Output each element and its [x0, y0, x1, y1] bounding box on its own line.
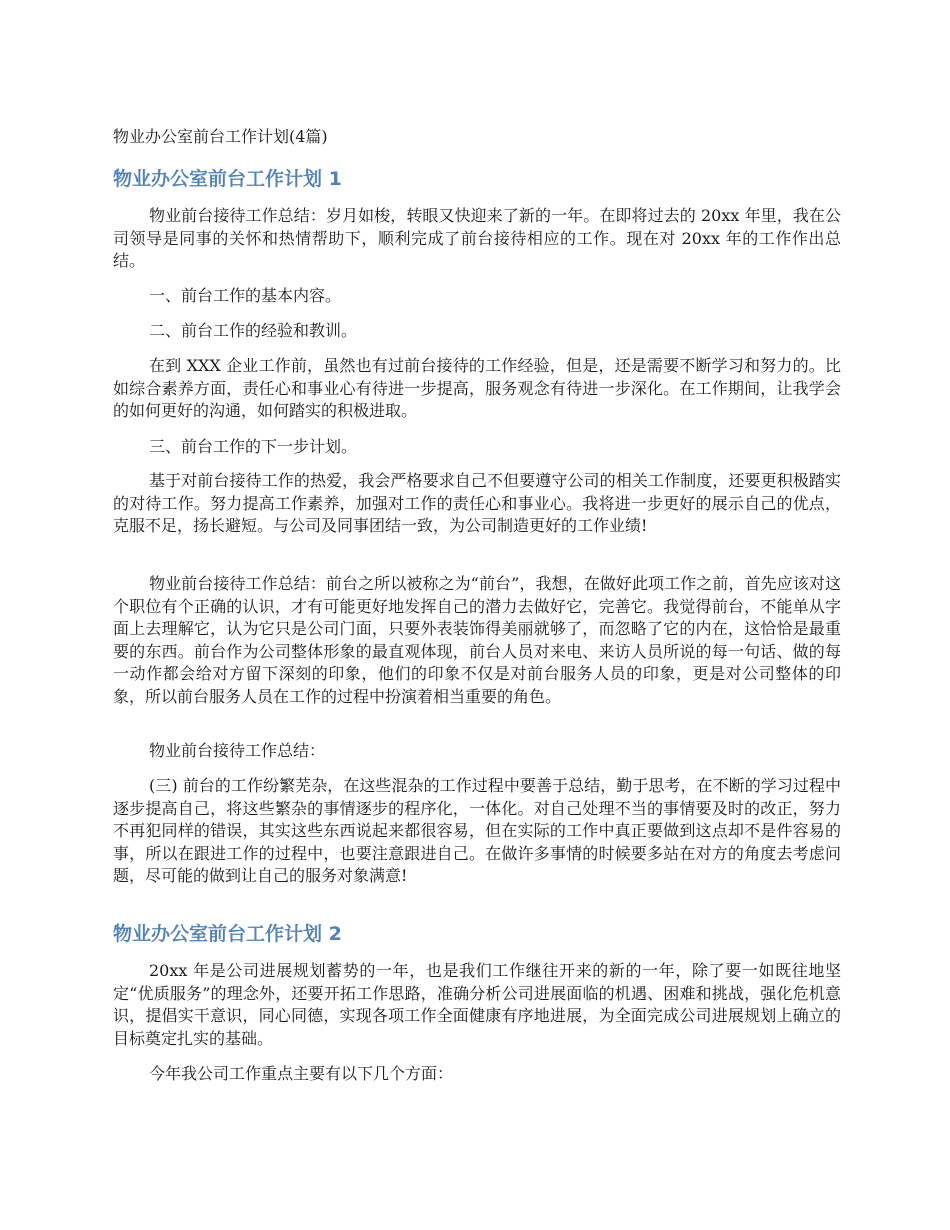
- paragraph: 三、前台工作的下一步计划。: [149, 437, 358, 456]
- paragraph: 二、前台工作的经验和教训。: [149, 321, 358, 340]
- section-heading-1: 物业办公室前台工作计划 1: [113, 168, 342, 190]
- paragraph: 物业前台接待工作总结：: [149, 741, 326, 760]
- paragraph: 今年我公司工作重点主要有以下几个方面：: [149, 1064, 454, 1083]
- paragraph: 一、前台工作的基本内容。: [149, 286, 342, 305]
- paragraph: 在到 XXX 企业工作前，虽然也有过前台接待的工作经验，但是，还是需要不断学习和努力的。比如综合素养方面，责任心和事业心有待进一步提高，服务观念有待进一步深化。在工作期间，让我学会的如何更好的沟通，如何踏实的积极进取。: [113, 356, 841, 420]
- document-title: 物业办公室前台工作计划(4篇): [113, 127, 328, 146]
- paragraph: (三) 前台的工作纷繁芜杂，在这些混杂的工作过程中要善于总结，勤于思考，在不断的学习过程中逐步提高自己，将这些繁杂的事情逐步的程序化，一体化。对自己处理不当的事情要及时的改正，努力不再犯同样的错误，其实这些东西说起来都很容易，但在实际的工作中真正要做到这点却不是件容易的事，所以在跟进工作的过程中，也要注意跟进自己。在做许多事情的时候要多站在对方的角度去考虑问题，尽可能的做到让自己的服务对象满意!: [113, 776, 841, 885]
- paragraph: 物业前台接待工作总结：岁月如梭，转眼又快迎来了新的一年。在即将过去的 20xx 年里，我在公司领导是同事的关怀和热情帮助下，顺利完成了前台接待相应的工作。现在对 20xx 年的工作作出总结。: [113, 206, 841, 270]
- paragraph: 基于对前台接待工作的热爱，我会严格要求自己不但要遵守公司的相关工作制度，还要更积极踏实的对待工作。努力提高工作素养，加强对工作的责任心和事业心。我将进一步更好的展示自己的优点，克服不足，扬长避短。与公司及同事团结一致，为公司制造更好的工作业绩!: [113, 471, 841, 535]
- section-heading-2: 物业办公室前台工作计划 2: [113, 923, 342, 945]
- paragraph: 20xx 年是公司进展规划蓄势的一年，也是我们工作继往开来的新的一年，除了要一如既往地坚定“优质服务”的理念外，还要开拓工作思路，准确分析公司进展面临的机遇、困难和挑战，强化危机意识，提倡实干意识，同心同德，实现各项工作全面健康有序地进展，为全面完成公司进展规划上确立的目标奠定扎实的基础。: [113, 961, 841, 1048]
- paragraph: 物业前台接待工作总结：前台之所以被称之为“前台”，我想，在做好此项工作之前，首先应该对这个职位有个正确的认识，才有可能更好地发挥自己的潜力去做好它，完善它。我觉得前台，不能单从字面上去理解它，认为它只是公司门面，只要外表装饰得美丽就够了，而忽略了它的内在，这恰恰是最重要的东西。前台作为公司整体形象的最直观体现，前台人员对来电、来访人员所说的每一句话、做的每一动作都会给对方留下深刻的印象，他们的印象不仅是对前台服务人员的印象，更是对公司整体的印象，所以前台服务人员在工作的过程中扮演着相当重要的角色。: [113, 574, 841, 706]
